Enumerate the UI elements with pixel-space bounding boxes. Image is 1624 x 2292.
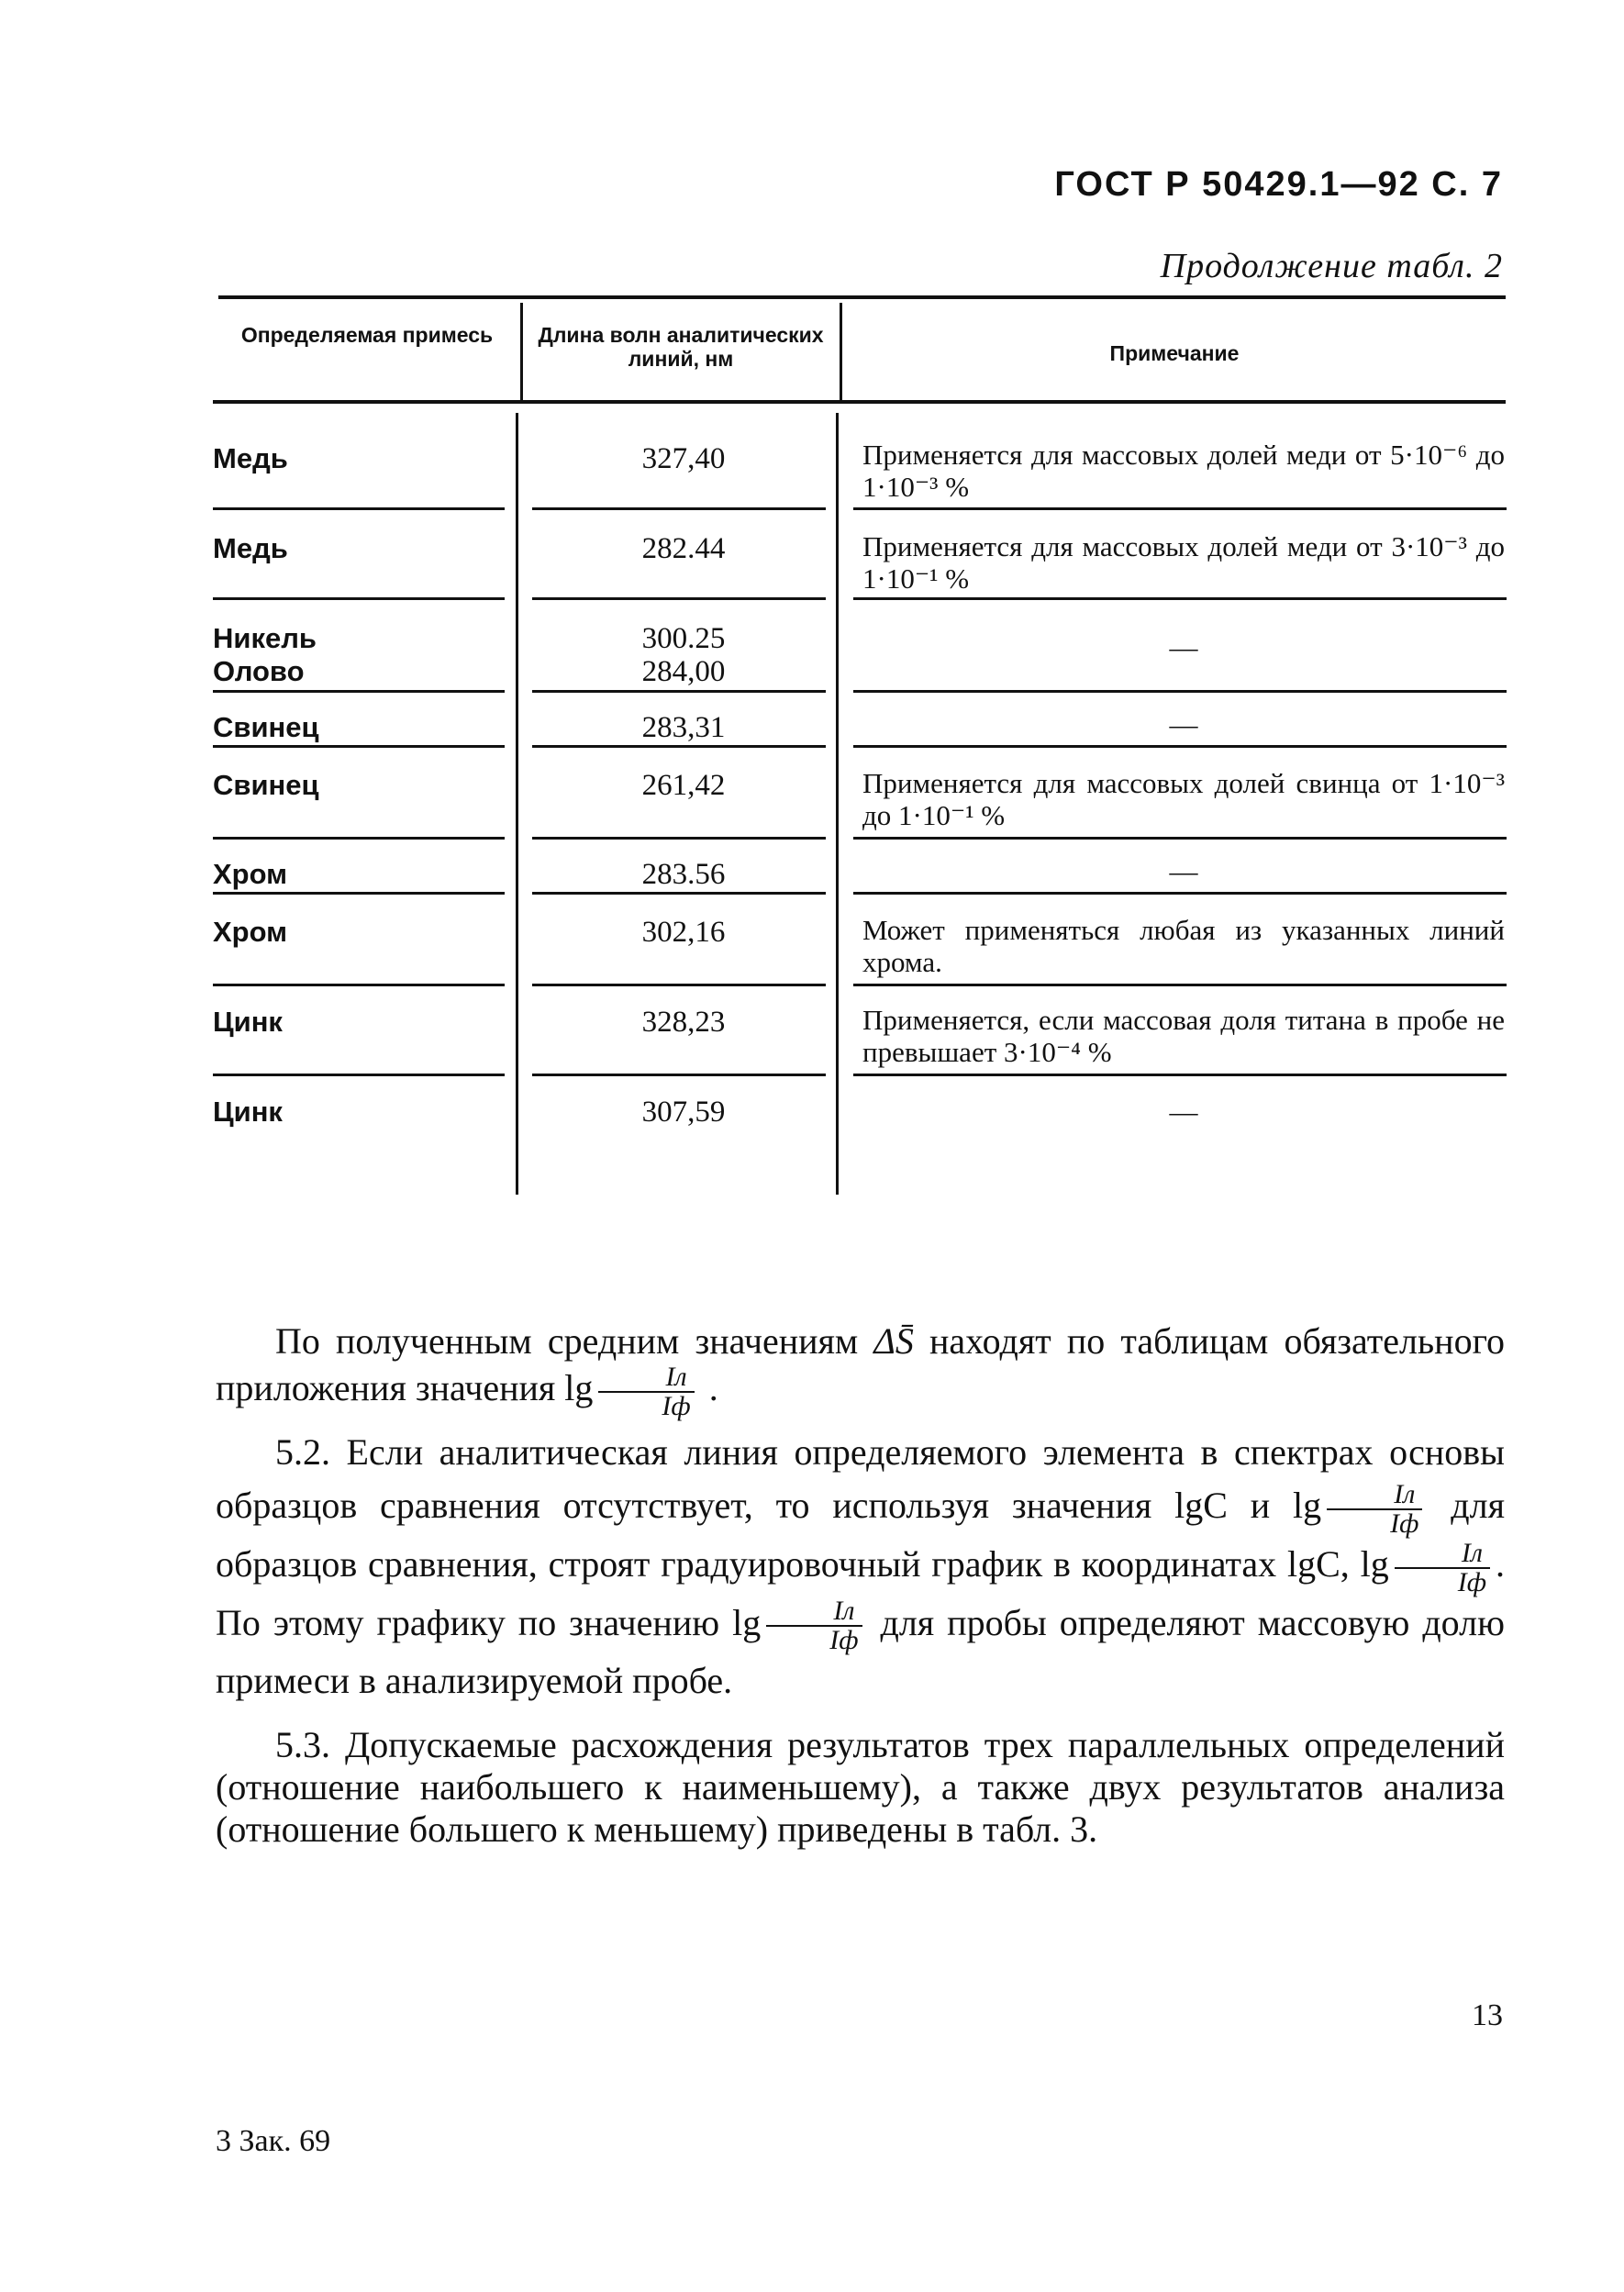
paragraph-1-part-c: . <box>708 1367 718 1409</box>
table-row-8-element: Хром <box>213 916 288 948</box>
row-rule-3b <box>532 690 826 693</box>
paragraph-1-part-a: По полученным средним значениям <box>275 1320 859 1362</box>
fraction-2 <box>1327 1478 1422 1539</box>
row-rule-3a <box>213 690 505 693</box>
table-row-2-element: Медь <box>213 532 288 564</box>
table-row-2-note: Применяется для массовых долей меди от 3·10⁻³ до 1·10⁻¹ % <box>862 530 1505 595</box>
row-rule-4c <box>853 745 1507 748</box>
table-col-divider-1 <box>520 303 523 402</box>
column-header-note: Примечание <box>1109 341 1240 365</box>
paragraph-3: 5.3. Допускаемые расхождения результатов трех параллельных определений (отношение наибольшего к наименьшему), а также двух результатов анализа (отношение большего к меньшему) приведены в табл. 3. <box>216 1724 1505 1851</box>
table-row-7-note: — <box>1169 855 1198 887</box>
paragraph-2-part-a: 5.2. Если аналитическая линия определяемого элемента в спектрах основы образцов сравнения отсутствует, то используя значения lgC и <box>216 1431 1505 1526</box>
table-row-6-element: Свинец <box>213 769 319 801</box>
row-rule-7c <box>853 984 1507 986</box>
table-col-divider-2 <box>840 303 842 402</box>
table-col-divider-1-body <box>516 413 518 1195</box>
table-top-rule <box>218 295 1506 299</box>
body-text <box>216 1319 1505 1851</box>
table-row-8-note: Может применяться любая из указанных линий хрома. <box>862 914 1505 978</box>
page-number: 13 <box>1472 1998 1503 2032</box>
table-row-3-wavelength: 300.25 <box>641 622 726 655</box>
row-rule-8a <box>213 1074 505 1076</box>
lg-symbol-4: lg <box>732 1601 762 1643</box>
table-row-10-note: — <box>1169 1096 1198 1128</box>
table-row-5-wavelength: 283,31 <box>641 711 726 744</box>
table-row-4-element: Олово <box>213 655 305 687</box>
row-rule-7a <box>213 984 505 986</box>
fraction-2-denominator: Iф <box>1390 1508 1419 1539</box>
table-row-10-wavelength: 307,59 <box>641 1096 726 1129</box>
row-rule-5b <box>532 837 826 840</box>
row-rule-2c <box>853 597 1507 600</box>
row-rule-1a <box>213 507 505 510</box>
row-rule-8b <box>532 1074 826 1076</box>
paragraph-2-part-c: . По этому графику по значению <box>216 1542 1506 1643</box>
fraction-1-numerator: Iл <box>598 1363 694 1393</box>
table-row-6-note: Применяется для массовых долей свинца от 1·10⁻³ до 1·10⁻¹ % <box>862 767 1505 831</box>
row-rule-2a <box>213 597 505 600</box>
fraction-4-numerator: Iл <box>766 1597 862 1627</box>
table-row-10-element: Цинк <box>213 1096 283 1128</box>
lg-symbol-1: lg <box>564 1367 594 1409</box>
table-row-3-note: — <box>1169 631 1198 663</box>
row-rule-8c <box>853 1074 1507 1076</box>
table-header-rule <box>213 400 1506 404</box>
row-rule-2b <box>532 597 826 600</box>
table-row-4-wavelength: 284,00 <box>641 655 726 688</box>
row-rule-1c <box>853 507 1507 510</box>
row-rule-6c <box>853 892 1507 895</box>
table-row-9-note: Применяется, если массовая доля титана в пробе не превышает 3·10⁻⁴ % <box>862 1004 1505 1068</box>
table-row-6-wavelength: 261,42 <box>641 769 726 802</box>
table-row-9-element: Цинк <box>213 1006 283 1038</box>
paragraph-1 <box>216 1319 1505 1420</box>
table-row-1-wavelength: 327,40 <box>641 442 726 475</box>
row-rule-4b <box>532 745 826 748</box>
paragraph-1-part-b: находят по таблицам обязательного приложения значения <box>216 1320 1505 1409</box>
row-rule-5c <box>853 837 1507 840</box>
table-row-7-wavelength: 283.56 <box>641 858 726 891</box>
fraction-1-denominator: Iф <box>662 1391 691 1421</box>
table-row-5-element: Свинец <box>213 711 319 743</box>
row-rule-6b <box>532 892 826 895</box>
table-row-1-note: Применяется для массовых долей меди от 5·10⁻⁶ до 1·10⁻³ % <box>862 439 1505 503</box>
paragraph-2-part-b: для образцов сравнения, строят градуировочный график в координатах lgC, <box>216 1485 1505 1585</box>
paragraph-2-part-d: для пробы определяют массовую долю примеси в анализируемой пробе. <box>216 1601 1506 1702</box>
standard-header: ГОСТ Р 50429.1—92 С. 7 <box>1054 165 1503 204</box>
table-row-5-note: — <box>1169 708 1198 740</box>
fraction-2-numerator: Iл <box>1327 1481 1422 1510</box>
fraction-3-numerator: Iл <box>1395 1540 1490 1569</box>
paragraph-2 <box>216 1426 1505 1708</box>
fraction-4-denominator: Iф <box>829 1625 859 1656</box>
table-row-7-element: Хром <box>213 858 288 890</box>
lg-symbol-3: lg <box>1360 1542 1389 1585</box>
row-rule-5a <box>213 837 505 840</box>
table-row-9-wavelength: 328,23 <box>641 1006 726 1039</box>
order-number: 3 Зак. 69 <box>216 2124 331 2158</box>
row-rule-3c <box>853 690 1507 693</box>
table-row-1-element: Медь <box>213 442 288 474</box>
fraction-3-denominator: Iф <box>1457 1566 1487 1597</box>
fraction-4 <box>766 1597 862 1654</box>
column-header-wavelength: Длина волн аналитических линий, нм <box>538 323 824 371</box>
table-row-3-element: Никель <box>213 622 317 654</box>
lg-symbol-2: lg <box>1293 1485 1322 1526</box>
fraction-3 <box>1395 1537 1490 1597</box>
table-row-8-wavelength: 302,16 <box>641 916 726 949</box>
delta-s-symbol: ΔS̄ <box>873 1320 914 1362</box>
table-col-divider-2-body <box>836 413 839 1195</box>
column-header-element: Определяемая примесь <box>240 323 494 347</box>
row-rule-4a <box>213 745 505 748</box>
fraction-1 <box>598 1363 694 1420</box>
row-rule-6a <box>213 892 505 895</box>
row-rule-7b <box>532 984 826 986</box>
table-continuation-label: Продолжение табл. 2 <box>1160 247 1503 285</box>
table-row-2-wavelength: 282.44 <box>641 532 726 565</box>
row-rule-1b <box>532 507 826 510</box>
